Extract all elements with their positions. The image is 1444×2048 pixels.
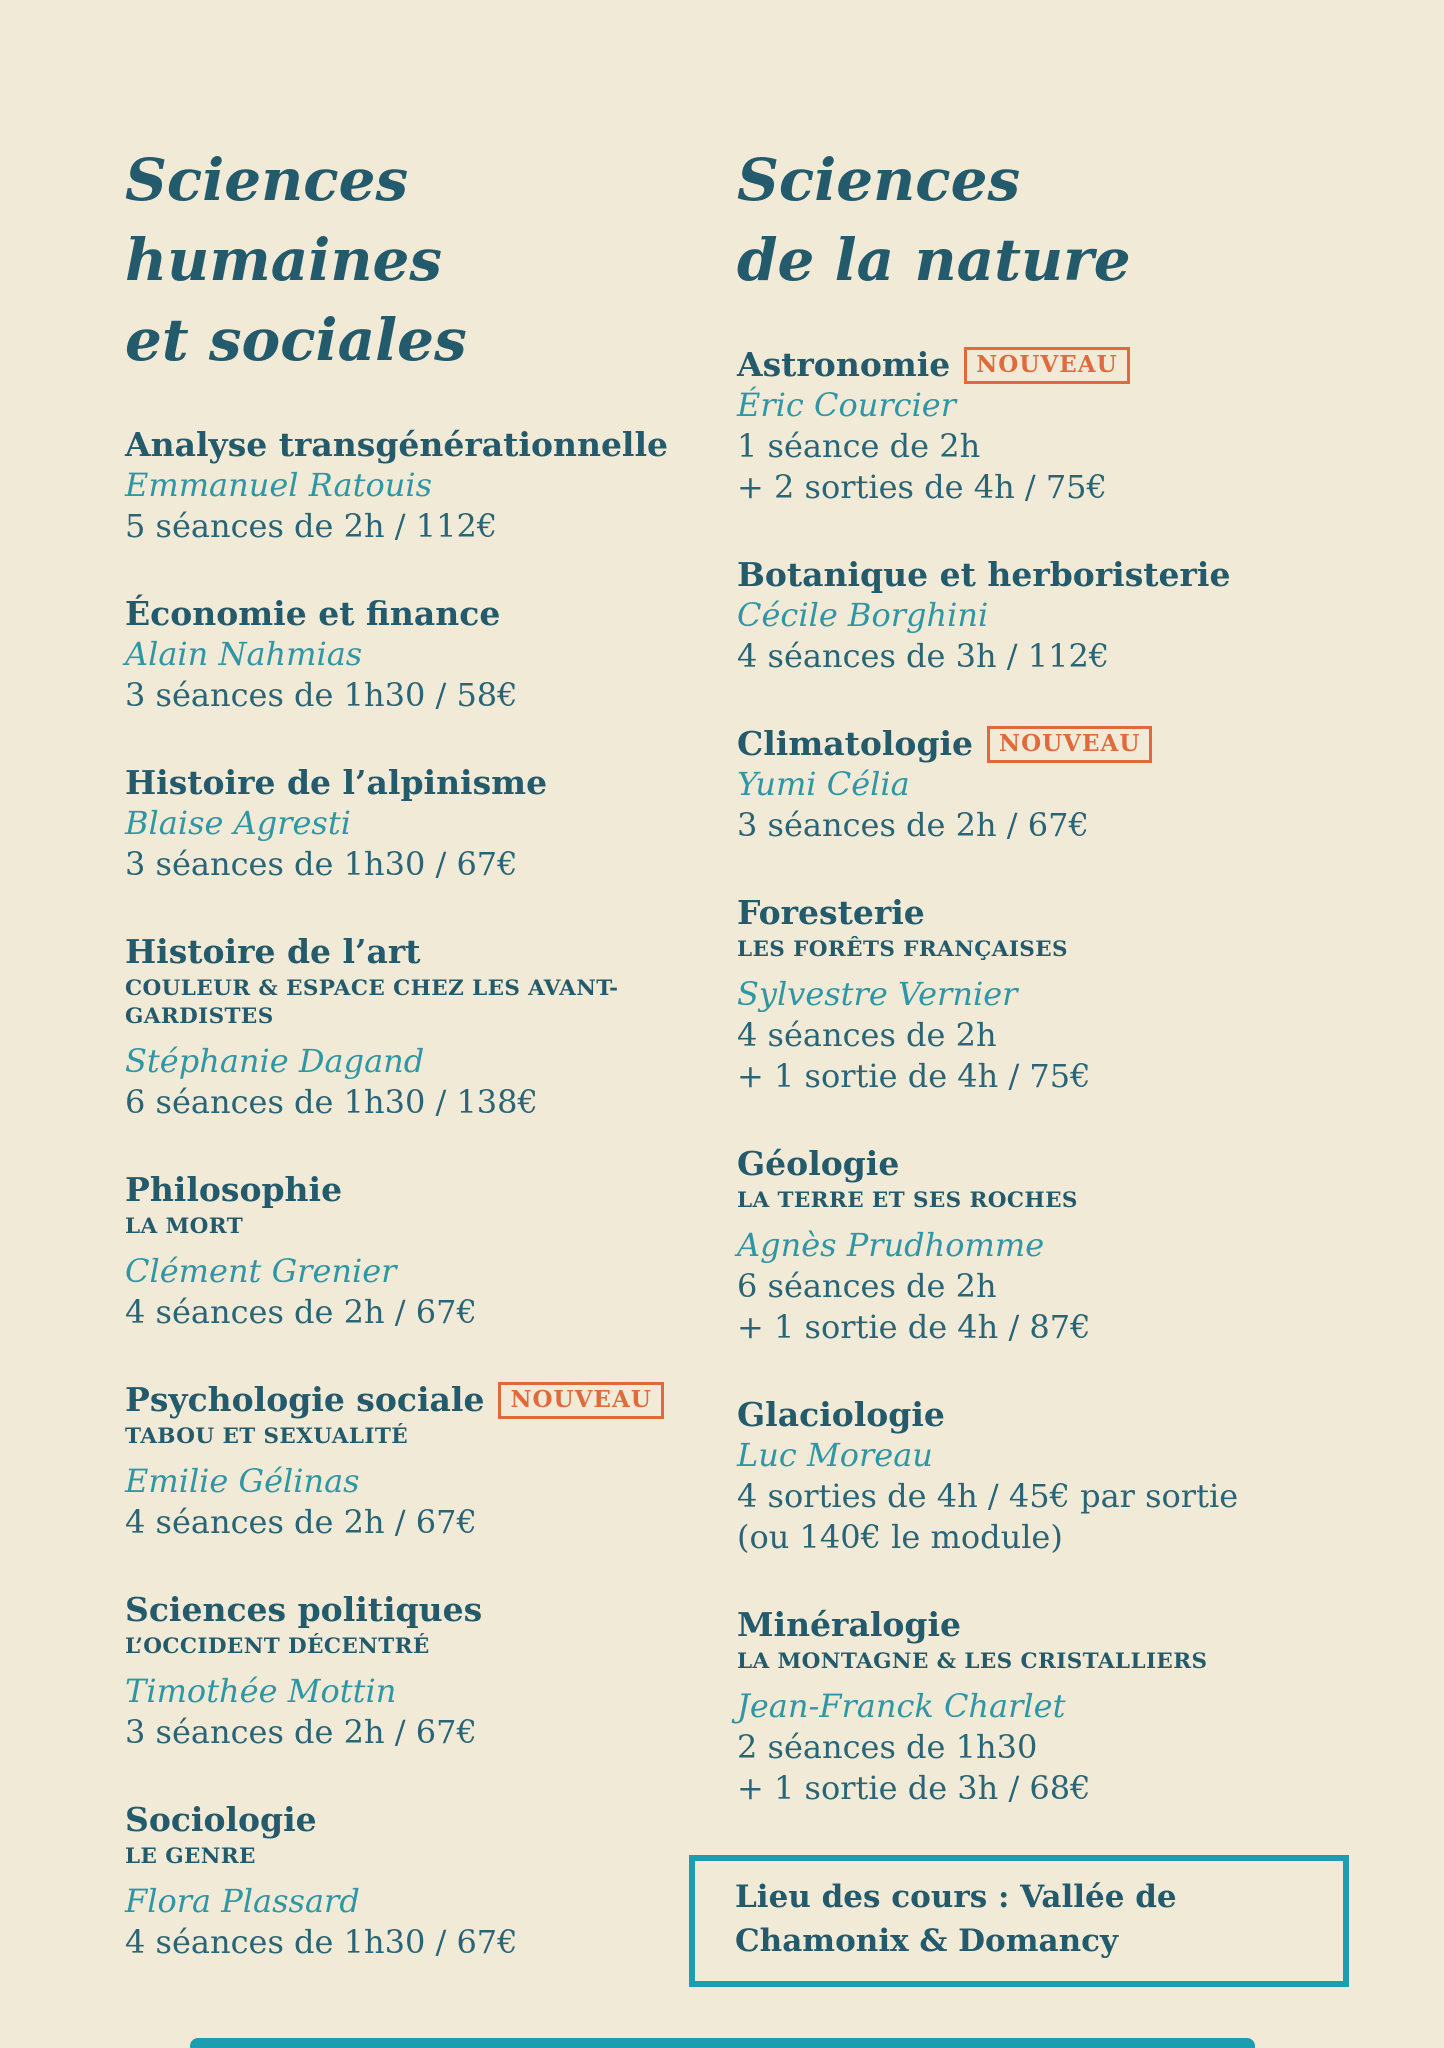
- course-title: [125, 1379, 737, 1420]
- course-instructor: Cécile Borghini: [737, 596, 989, 634]
- course-entry: [125, 762, 737, 885]
- course-instructor: Flora Plassard: [125, 1882, 360, 1920]
- course-instructor: Jean-Franck Charlet: [737, 1687, 1066, 1725]
- course-entry: [125, 931, 737, 1123]
- course-details: [737, 636, 1337, 677]
- course-subtitle: LA TERRE ET SES ROCHES: [737, 1188, 1078, 1213]
- course-title: [737, 1143, 1337, 1184]
- course-sessions-price: 4 sorties de 4h / 45€ par sortie: [737, 1477, 1239, 1515]
- course-instructor: Clément Grenier: [125, 1252, 397, 1290]
- course-entry: [737, 344, 1337, 508]
- course-title-text: Philosophie: [125, 1170, 343, 1209]
- course-details: [737, 1015, 1337, 1097]
- course-sessions-price: 4 séances de 1h30 / 67€: [125, 1923, 518, 1961]
- location-box: [689, 1855, 1349, 1987]
- course-instructor: Blaise Agresti: [125, 804, 351, 842]
- course-title-text: Sciences politiques: [125, 1590, 483, 1629]
- course-title: [125, 931, 737, 972]
- course-title-text: Histoire de l’alpinisme: [125, 763, 548, 802]
- course-title-text: Glaciologie: [737, 1395, 945, 1434]
- course-instructor: Luc Moreau: [737, 1436, 933, 1474]
- column-sciences-de-la-nature: [737, 140, 1337, 2009]
- course-sessions-price: + 1 sortie de 3h / 68€: [737, 1769, 1091, 1807]
- course-list: [737, 344, 1337, 1809]
- course-subtitle: TABOU ET SEXUALITÉ: [125, 1424, 409, 1449]
- course-sessions-price: (ou 140€ le module): [737, 1518, 1063, 1556]
- course-title: [737, 723, 1337, 764]
- course-entry: [737, 1394, 1337, 1558]
- course-sessions-price: + 1 sortie de 4h / 75€: [737, 1057, 1091, 1095]
- course-details: [737, 1727, 1337, 1809]
- course-sessions-price: 5 séances de 2h / 112€: [125, 507, 498, 545]
- course-title: [737, 1604, 1337, 1645]
- course-sessions-price: 3 séances de 1h30 / 58€: [125, 676, 518, 714]
- course-title: [737, 554, 1337, 595]
- course-title-text: Analyse transgénérationnelle: [125, 425, 669, 464]
- course-title: [125, 762, 737, 803]
- column-sciences-humaines-et-sociales: [125, 140, 737, 2009]
- course-title: [125, 593, 737, 634]
- course-sessions-price: 3 séances de 1h30 / 67€: [125, 845, 518, 883]
- course-instructor: Yumi Célia: [737, 765, 910, 803]
- course-title: [737, 1394, 1337, 1435]
- course-title-text: Économie et finance: [125, 594, 501, 633]
- course-title: [737, 892, 1337, 933]
- course-details: [737, 1266, 1337, 1348]
- section-heading-sciences-nature: [737, 140, 1337, 300]
- course-subtitle: L’OCCIDENT DÉCENTRÉ: [125, 1634, 430, 1659]
- course-sessions-price: 6 séances de 1h30 / 138€: [125, 1083, 538, 1121]
- course-instructor: Agnès Prudhomme: [737, 1226, 1045, 1264]
- course-details: [125, 675, 737, 716]
- location-box-text: Lieu des cours : Vallée de Chamonix & Domancy: [735, 1879, 1177, 1959]
- course-sessions-price: 4 séances de 2h / 67€: [125, 1293, 477, 1331]
- course-sessions-price: + 1 sortie de 4h / 87€: [737, 1308, 1091, 1346]
- course-title-text: Foresterie: [737, 893, 925, 932]
- course-title-text: Climatologie: [737, 724, 974, 763]
- course-entry: [125, 1589, 737, 1753]
- course-details: [737, 805, 1337, 846]
- course-sessions-price: 3 séances de 2h / 67€: [737, 806, 1089, 844]
- course-instructor: Sylvestre Vernier: [737, 975, 1018, 1013]
- course-subtitle: LA MORT: [125, 1214, 244, 1239]
- bottom-accent-bar: [190, 2038, 1255, 2048]
- section-heading-line: Sciences: [125, 146, 409, 214]
- course-instructor: Emilie Gélinas: [125, 1462, 360, 1500]
- course-details: [737, 1476, 1337, 1558]
- course-entry: [125, 424, 737, 547]
- course-details: [737, 426, 1337, 508]
- course-title: [737, 344, 1337, 385]
- course-subtitle: LA MONTAGNE & LES CRISTALLIERS: [737, 1649, 1208, 1674]
- course-title-text: Botanique et herboristerie: [737, 555, 1231, 594]
- course-details: [125, 1922, 737, 1963]
- nouveau-badge: NOUVEAU: [964, 347, 1129, 384]
- course-subtitle: LE GENRE: [125, 1844, 256, 1869]
- course-entry: [125, 593, 737, 716]
- course-title-text: Astronomie: [737, 345, 951, 384]
- course-instructor: Stéphanie Dagand: [125, 1042, 425, 1080]
- course-details: [125, 506, 737, 547]
- course-instructor: Emmanuel Ratouis: [125, 466, 432, 504]
- course-entry: [125, 1379, 737, 1543]
- course-sessions-price: 4 séances de 2h / 67€: [125, 1503, 477, 1541]
- course-list: [125, 424, 737, 1963]
- course-sessions-price: 4 séances de 3h / 112€: [737, 637, 1110, 675]
- section-heading-line: humaines: [125, 226, 443, 294]
- course-details: [125, 1292, 737, 1333]
- course-title-text: Minéralogie: [737, 1605, 961, 1644]
- course-entry: [737, 1604, 1337, 1809]
- course-instructor: Éric Courcier: [737, 386, 957, 424]
- course-title-text: Géologie: [737, 1144, 900, 1183]
- nouveau-badge: NOUVEAU: [498, 1382, 663, 1419]
- course-sessions-price: 3 séances de 2h / 67€: [125, 1713, 477, 1751]
- course-instructor: Alain Nahmias: [125, 635, 363, 673]
- course-details: [125, 1502, 737, 1543]
- section-heading-line: Sciences: [737, 146, 1021, 214]
- section-heading-sciences-humaines: [125, 140, 737, 380]
- course-title: [125, 1169, 737, 1210]
- course-sessions-price: 4 séances de 2h: [737, 1016, 997, 1054]
- course-entry: [125, 1799, 737, 1963]
- course-subtitle: COULEUR & ESPACE CHEZ LES AVANT-GARDISTES: [125, 976, 619, 1029]
- course-title-text: Histoire de l’art: [125, 932, 421, 971]
- course-details: [125, 844, 737, 885]
- course-title: [125, 424, 737, 465]
- course-details: [125, 1082, 737, 1123]
- course-sessions-price: 2 séances de 1h30: [737, 1728, 1038, 1766]
- course-details: [125, 1712, 737, 1753]
- course-entry: [737, 892, 1337, 1097]
- course-entry: [737, 554, 1337, 677]
- course-entry: [737, 723, 1337, 846]
- course-entry: [737, 1143, 1337, 1348]
- course-title-text: Psychologie sociale: [125, 1380, 485, 1419]
- nouveau-badge: NOUVEAU: [987, 726, 1152, 763]
- course-sessions-price: 6 séances de 2h: [737, 1267, 997, 1305]
- course-title: [125, 1589, 737, 1630]
- course-instructor: Timothée Mottin: [125, 1672, 397, 1710]
- course-title-text: Sociologie: [125, 1800, 317, 1839]
- course-entry: [125, 1169, 737, 1333]
- section-heading-line: et sociales: [125, 306, 467, 374]
- section-heading-line: de la nature: [737, 226, 1131, 294]
- course-title: [125, 1799, 737, 1840]
- course-subtitle: LES FORÊTS FRANÇAISES: [737, 937, 1068, 962]
- course-sessions-price: + 2 sorties de 4h / 75€: [737, 468, 1107, 506]
- course-sessions-price: 1 séance de 2h: [737, 427, 981, 465]
